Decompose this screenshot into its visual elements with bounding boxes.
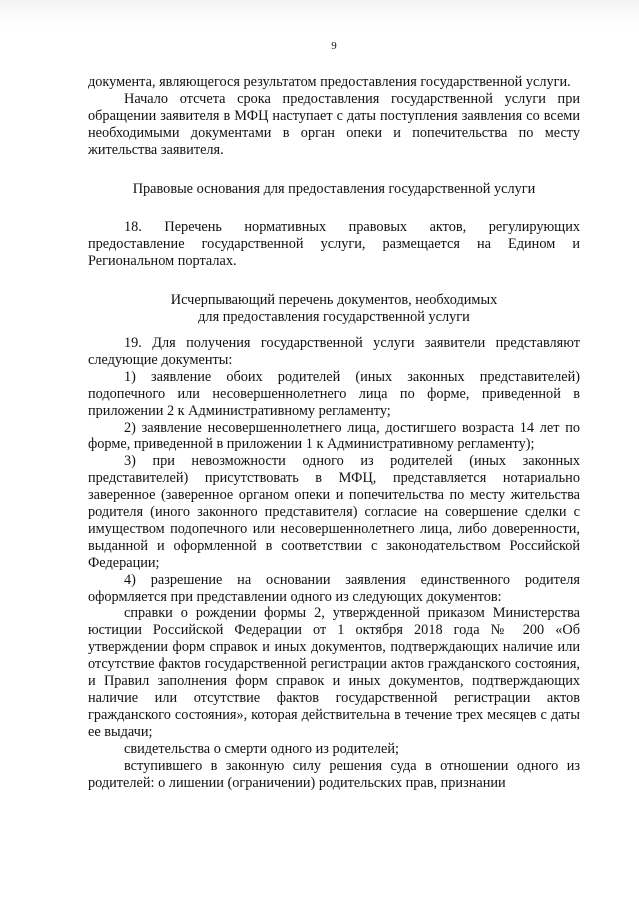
section-heading-line-1: Исчерпывающий перечень документов, необходимых: [170, 292, 498, 309]
sub-item-birth-certificate: справки о рождении формы 2, утвержденной приказом Министерства юстиции Российской Федерации от 1 октября 2018 года № 200 «Об утверждении форм справок и иных документов, подтверждающих наличие или отсутствие фактов государственной регистрации актов гражданского состояния, и Правил заполнения форм справок и иных документов, подтверждающих наличие или отсутствие фактов государственной регистрации актов гражданского состояния», которая действительна в течение трех месяцев с даты ее выдачи;: [88, 605, 580, 740]
page-number: 9: [331, 40, 337, 52]
paragraph-18: 18. Перечень нормативных правовых актов, регулирующих предоставление государственной услуги, размещается на Едином и Региональном порталах.: [88, 219, 580, 270]
list-item-1: 1) заявление обоих родителей (иных законных представителей) подопечного или несовершеннолетнего лица по форме, приведенной в приложении 2 к Административному регламенту;: [88, 368, 580, 419]
paragraph-19: 19. Для получения государственной услуги заявители представляют следующие документы:: [88, 334, 580, 368]
sub-item-court-decision: вступившего в законную силу решения суда в отношении одного из родителей: о лишении (ограничении) родительских прав, признании: [88, 757, 580, 791]
list-item-3: 3) при невозможности одного из родителей (иных законных представителей) присутствовать в МФЦ, представляется нотариально заверенное (заверенное органом опеки и попечительства по месту жительства родителя (иного законного представителя) согласие на совершение сделки с имуществом подопечного или несовершеннолетнего лица, либо доверенности, выданной и оформленной в соответствии с законодательством Российской Федерации;: [88, 453, 580, 571]
list-item-4: 4) разрешение на основании заявления единственного родителя оформляется при представлении одного из следующих документов:: [88, 571, 580, 605]
section-heading-legal-basis: Правовые основания для предоставления государственной услуги: [132, 180, 536, 197]
paragraph-continuation: документа, являющегося результатом предоставления государственной услуги.: [88, 74, 571, 90]
section-heading-line-2: для предоставления государственной услуги: [198, 309, 470, 326]
list-item-2: 2) заявление несовершеннолетнего лица, достигшего возраста 14 лет по форме, приведенной в приложении 1 к Административному регламенту);: [88, 419, 580, 453]
section-heading-documents: [88, 292, 580, 326]
sub-item-death-certificate: свидетельства о смерти одного из родителей;: [124, 740, 400, 757]
paragraph-start-of-term: Начало отсчета срока предоставления государственной услуги при обращении заявителя в МФЦ наступает с даты поступления заявления со всеми необходимыми документами в орган опеки и попечительства по месту жительства заявителя.: [88, 90, 580, 158]
